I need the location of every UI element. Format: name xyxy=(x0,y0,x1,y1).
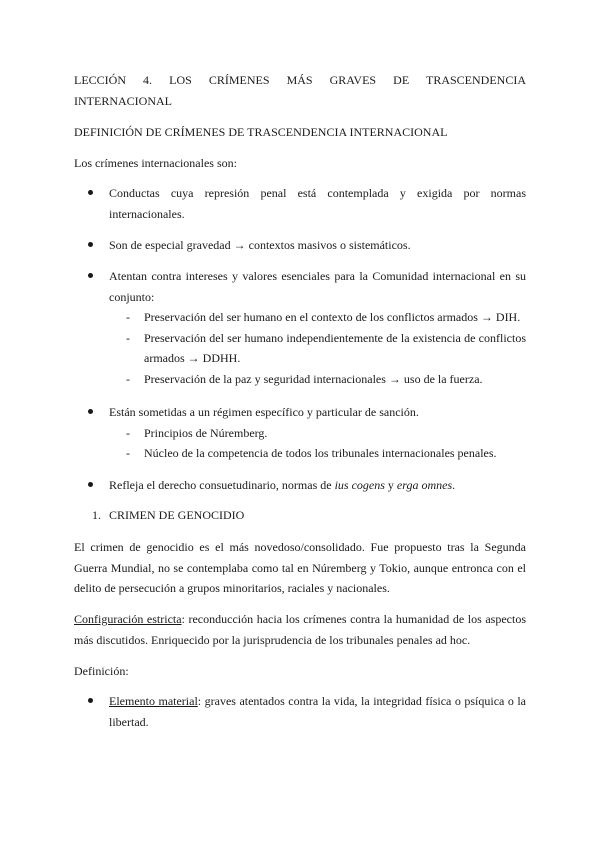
dash-icon: - xyxy=(126,446,130,460)
erga-omnes-term: erga omnes xyxy=(396,478,453,492)
bullet-text: Atentan contra intereses y valores esenciales para la Comunidad internacional en su conjunto: xyxy=(109,269,526,304)
bullet-item xyxy=(74,183,526,224)
bullet-text: Conductas cuya represión penal está contemplada y exigida por normas internacionales. xyxy=(109,186,526,221)
sub-list-item: - Preservación del ser humano independientemente de la existencia de conflictos armados → DDHH. xyxy=(126,328,526,369)
dash-icon: - xyxy=(126,330,130,345)
definicion-label: Definición: xyxy=(74,664,129,678)
section-heading xyxy=(74,505,526,526)
bullet-text: Son de especial gravedad → contextos masivos o sistemáticos. xyxy=(109,238,411,252)
sub-list-item: - Núcleo de la competencia de todos los tribunales internacionales penales. xyxy=(126,443,526,464)
bullet-icon xyxy=(88,482,93,487)
bullet-text: Elemento material: graves atentados contra la vida, la integridad física o psíquica o la libertad. xyxy=(109,694,527,729)
bullet-item xyxy=(74,691,526,732)
sub-list-item: - Principios de Núremberg. xyxy=(126,423,526,444)
section-title: CRIMEN DE GENOCIDIO xyxy=(109,508,245,522)
bullet-icon xyxy=(88,698,93,703)
intro-text: Los crímenes internacionales son: xyxy=(74,156,237,170)
dash-icon: - xyxy=(126,371,130,386)
dash-icon: - xyxy=(126,425,130,440)
config-paragraph: Configuración estricta: reconducción hacia los crímenes contra la humanidad de los aspectos más discutidos. Enriquecido por la jurisprudencia de los tribunales penales ad hoc. xyxy=(74,612,527,647)
bullet-item xyxy=(74,402,526,464)
sub-list-item: - Preservación de la paz y seguridad internacionales → uso de la fuerza. xyxy=(126,369,526,390)
elemento-label: Elemento material xyxy=(109,694,198,708)
genocide-paragraph: El crimen de genocidio es el más novedoso/consolidado. Fue propuesto tras la Segunda Guerra Mundial, no se contemplaba como tal en Núremberg y Tokio, aunque entronca con el delito de persecución a grupos minoritarios, raciales y nacionales. xyxy=(74,540,526,595)
ius-cogens-term: ius cogens xyxy=(334,478,385,492)
bullet-icon xyxy=(88,190,93,195)
bullet-icon xyxy=(88,273,93,278)
section-number: 1. xyxy=(92,508,101,522)
bullet-item xyxy=(74,475,526,496)
sub-list-item: - Preservación del ser humano en el contexto de los conflictos armados → DIH. xyxy=(126,307,526,328)
bullet-icon xyxy=(88,409,93,414)
bullet-item xyxy=(74,235,526,256)
bullet-icon xyxy=(88,242,93,247)
sub-list xyxy=(126,423,526,464)
sub-list xyxy=(126,307,526,389)
lesson-title: LECCIÓN 4. LOS CRÍMENES MÁS GRAVES DE TRASCENDENCIA INTERNACIONAL xyxy=(74,73,526,108)
bullet-text: Refleja el derecho consuetudinario, normas de ius cogens y erga omnes. xyxy=(109,478,456,492)
bullet-item xyxy=(74,266,526,389)
bullet-text: Están sometidas a un régimen específico y particular de sanción. xyxy=(109,405,419,419)
dash-icon: - xyxy=(126,310,130,324)
config-label: Configuración estricta xyxy=(74,612,182,626)
definition-heading: DEFINICIÓN DE CRÍMENES DE TRASCENDENCIA INTERNACIONAL xyxy=(74,125,448,139)
